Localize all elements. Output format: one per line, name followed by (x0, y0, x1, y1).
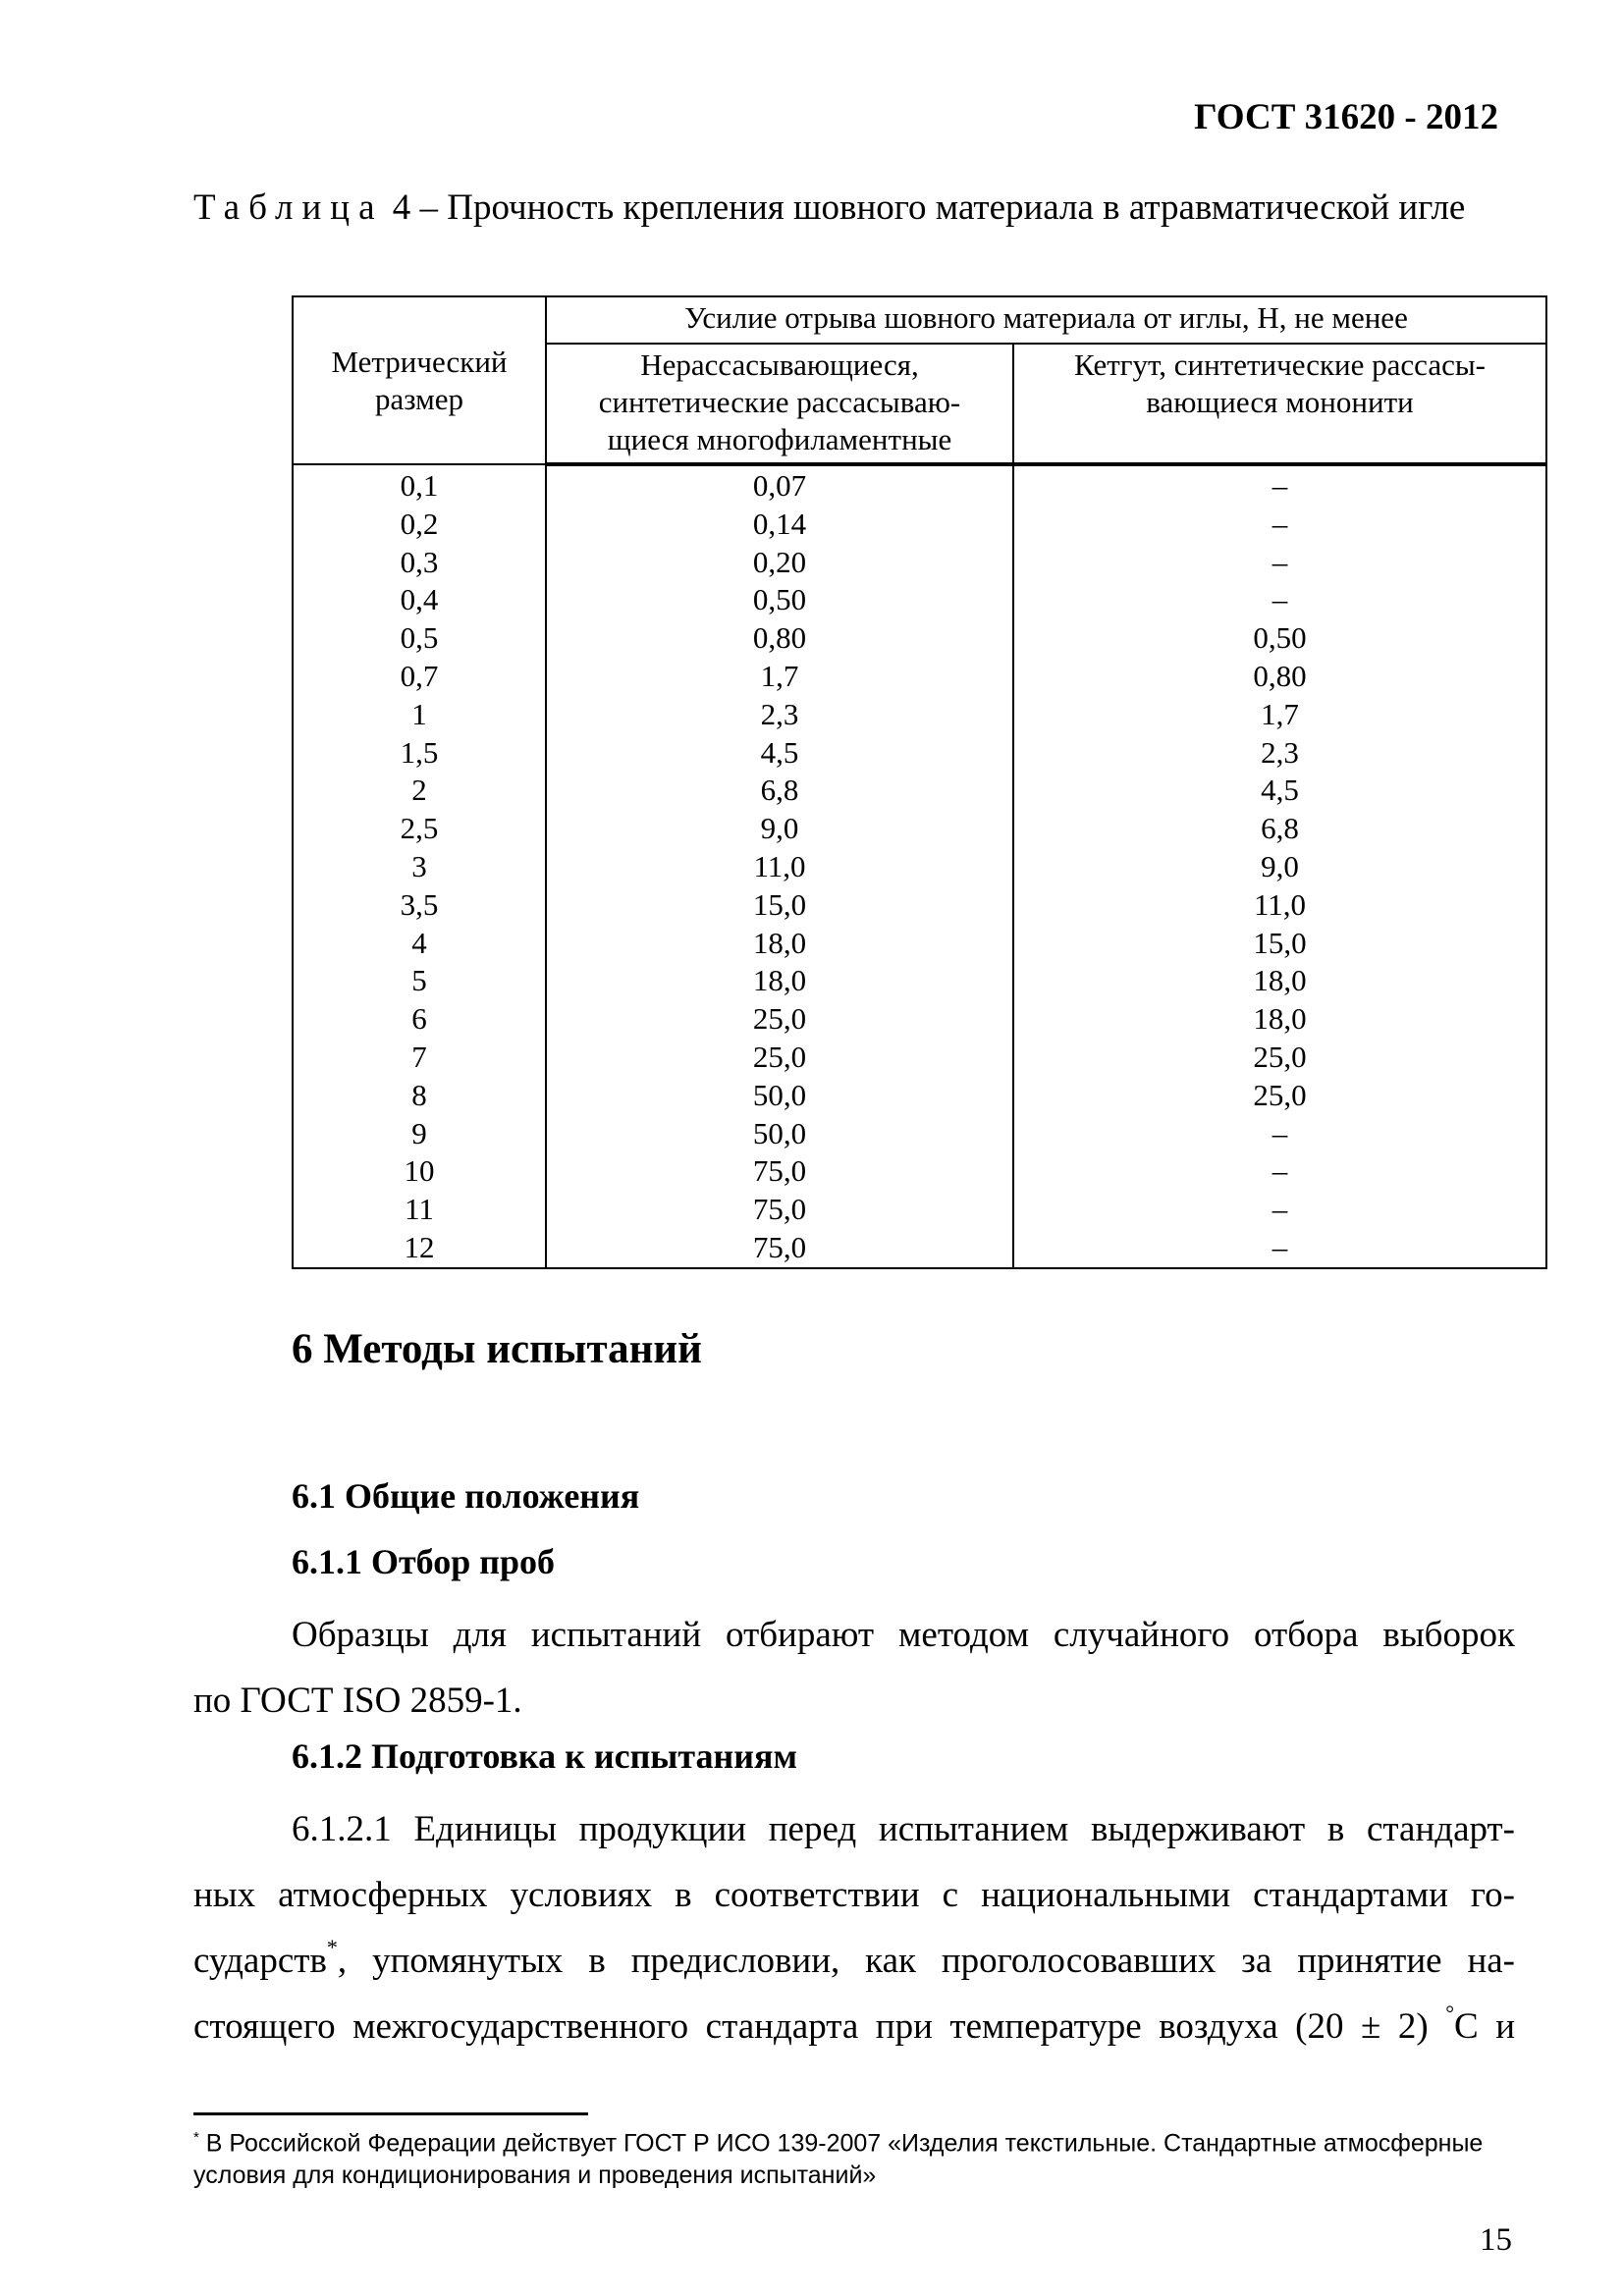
cell-metric-size: 0,7 (293, 658, 546, 696)
cell-monofilament-force: – (1013, 1115, 1546, 1153)
subsection-title-6-1-1: 6.1.1 Отбор проб (292, 1542, 555, 1581)
text-run: стоящего межгосударственного стандарта при температуре воздуха (20 ± 2) (193, 2006, 1446, 2047)
table-row (293, 619, 1546, 658)
cell-metric-size: 11 (293, 1191, 546, 1229)
table-body (293, 464, 1546, 1268)
cell-multifilament-force: 18,0 (546, 962, 1013, 1000)
cell-multifilament-force: 9,0 (546, 810, 1013, 848)
subsection-title-6-1-2: 6.1.2 Подготовка к испытаниям (292, 1736, 798, 1776)
cell-metric-size: 12 (293, 1229, 546, 1268)
cell-monofilament-force: 15,0 (1013, 925, 1546, 963)
cell-metric-size: 2 (293, 772, 546, 810)
cell-metric-size: 3,5 (293, 886, 546, 925)
cell-metric-size: 6 (293, 1000, 546, 1039)
table-caption-text: 4 – Прочность крепления шовного материала в атравматической игле (383, 187, 1466, 228)
cell-metric-size: 0,5 (293, 619, 546, 658)
table-row (293, 1077, 1546, 1115)
cell-metric-size: 0,3 (293, 544, 546, 582)
cell-metric-size: 1 (293, 696, 546, 734)
text-run: С и (1454, 2006, 1516, 2047)
cell-multifilament-force: 15,0 (546, 886, 1013, 925)
column-header-monofilament (1013, 344, 1546, 464)
table-row (293, 962, 1546, 1000)
cell-multifilament-force: 50,0 (546, 1115, 1013, 1153)
cell-monofilament-force: 18,0 (1013, 962, 1546, 1000)
table-row (293, 658, 1546, 696)
cell-metric-size: 10 (293, 1152, 546, 1191)
cell-monofilament-force: 4,5 (1013, 772, 1546, 810)
table-row (293, 925, 1546, 963)
cell-monofilament-force: 9,0 (1013, 848, 1546, 886)
document-header-code: ГОСТ 31620 - 2012 (1194, 97, 1498, 137)
cell-monofilament-force: 25,0 (1013, 1077, 1546, 1115)
cell-multifilament-force: 25,0 (546, 1000, 1013, 1039)
cell-monofilament-force: 25,0 (1013, 1039, 1546, 1077)
cell-multifilament-force: 18,0 (546, 925, 1013, 963)
table-row (293, 1000, 1546, 1039)
footnote-mark: * (193, 2129, 199, 2146)
header-line: щиеся многофиламентные (607, 422, 952, 456)
cell-monofilament-force: – (1013, 1229, 1546, 1268)
header-line: Нерассасывающиеся, (640, 347, 919, 382)
cell-monofilament-force: 18,0 (1013, 1000, 1546, 1039)
text-run: , упомянутых в предисловии, как проголосовавших за принятие на- (337, 1941, 1515, 1981)
cell-metric-size: 1,5 (293, 734, 546, 773)
cell-monofilament-force: – (1013, 464, 1546, 506)
cell-metric-size: 8 (293, 1077, 546, 1115)
table-row (293, 1115, 1546, 1153)
cell-monofilament-force: – (1013, 1152, 1546, 1191)
table-row (293, 1229, 1546, 1268)
degree-sign: ° (1445, 2001, 1454, 2025)
cell-monofilament-force: – (1013, 506, 1546, 544)
cell-multifilament-force: 2,3 (546, 696, 1013, 734)
cell-multifilament-force: 4,5 (546, 734, 1013, 773)
cell-multifilament-force: 50,0 (546, 1077, 1013, 1115)
table-row (293, 506, 1546, 544)
paragraph-line: по ГОСТ ISO 2859-1. (193, 1681, 522, 1721)
strength-table (292, 295, 1547, 1269)
cell-multifilament-force: 11,0 (546, 848, 1013, 886)
footnote-divider (193, 2112, 588, 2115)
cell-metric-size: 2,5 (293, 810, 546, 848)
cell-metric-size: 5 (293, 962, 546, 1000)
column-header-metric-size: Метрический размер (293, 296, 546, 464)
paragraph-line: Образцы для испытаний отбирают методом случайного отбора выборок (292, 1615, 1515, 1655)
table-row (293, 581, 1546, 619)
cell-multifilament-force: 0,07 (546, 464, 1013, 506)
table-row (293, 772, 1546, 810)
column-header-multifilament (546, 344, 1013, 464)
table-row (293, 1191, 1546, 1229)
cell-metric-size: 0,2 (293, 506, 546, 544)
cell-multifilament-force: 0,20 (546, 544, 1013, 582)
cell-metric-size: 0,4 (293, 581, 546, 619)
table-row (293, 886, 1546, 925)
cell-multifilament-force: 0,14 (546, 506, 1013, 544)
table-caption (193, 167, 1499, 249)
header-line: синтетические рассасываю- (598, 385, 961, 419)
table-row (293, 544, 1546, 582)
table-row (293, 734, 1546, 773)
footnote-text: В Российской Федерации действует ГОСТ Р ИСО 139-2007 «Изделия текстильные. Стандартные атмосферные условия для кондиционирования и проведения испытаний» (193, 2129, 1484, 2190)
paragraph-line (193, 1994, 1515, 2059)
cell-multifilament-force: 75,0 (546, 1191, 1013, 1229)
cell-monofilament-force: 0,80 (1013, 658, 1546, 696)
cell-monofilament-force: 11,0 (1013, 886, 1546, 925)
cell-multifilament-force: 1,7 (546, 658, 1013, 696)
text-run: сударств (193, 1941, 327, 1981)
cell-monofilament-force: 6,8 (1013, 810, 1546, 848)
footnote (193, 2121, 1509, 2192)
cell-multifilament-force: 6,8 (546, 772, 1013, 810)
cell-metric-size: 7 (293, 1039, 546, 1077)
cell-monofilament-force: 1,7 (1013, 696, 1546, 734)
cell-metric-size: 3 (293, 848, 546, 886)
cell-metric-size: 4 (293, 925, 546, 963)
cell-metric-size: 9 (293, 1115, 546, 1153)
cell-multifilament-force: 25,0 (546, 1039, 1013, 1077)
table-row (293, 810, 1546, 848)
cell-monofilament-force: – (1013, 1191, 1546, 1229)
table-caption-word: Таблица (193, 187, 384, 228)
paragraph-preparation (193, 1796, 1515, 2059)
cell-multifilament-force: 75,0 (546, 1229, 1013, 1268)
table-row (293, 1152, 1546, 1191)
cell-metric-size: 0,1 (293, 464, 546, 506)
header-line: вающиеся мононити (1146, 385, 1414, 419)
cell-monofilament-force: 0,50 (1013, 619, 1546, 658)
table-row (293, 1039, 1546, 1077)
cell-monofilament-force: – (1013, 544, 1546, 582)
header-line: Кетгут, синтетические рассасы- (1074, 347, 1486, 382)
subsection-title-6-1: 6.1 Общие положения (292, 1476, 640, 1516)
paragraph-line (193, 1928, 1515, 1994)
table-row (293, 696, 1546, 734)
section-title: 6 Методы испытаний (292, 1326, 702, 1372)
paragraph-sampling (193, 1602, 1515, 1734)
page-number: 15 (1480, 2222, 1512, 2258)
table-row (293, 464, 1546, 506)
cell-monofilament-force: 2,3 (1013, 734, 1546, 773)
cell-multifilament-force: 0,80 (546, 619, 1013, 658)
table-row (293, 848, 1546, 886)
cell-monofilament-force: – (1013, 581, 1546, 619)
cell-multifilament-force: 0,50 (546, 581, 1013, 619)
paragraph-line: 6.1.2.1 Единицы продукции перед испытанием выдерживают в стандарт- (292, 1809, 1515, 1849)
cell-multifilament-force: 75,0 (546, 1152, 1013, 1191)
column-group-header-force: Усилие отрыва шовного материала от иглы, Н, не менее (546, 296, 1546, 344)
paragraph-line: ных атмосферных условиях в соответствии с национальными стандартами го- (193, 1875, 1515, 1915)
footnote-reference[interactable]: * (326, 1935, 338, 1959)
